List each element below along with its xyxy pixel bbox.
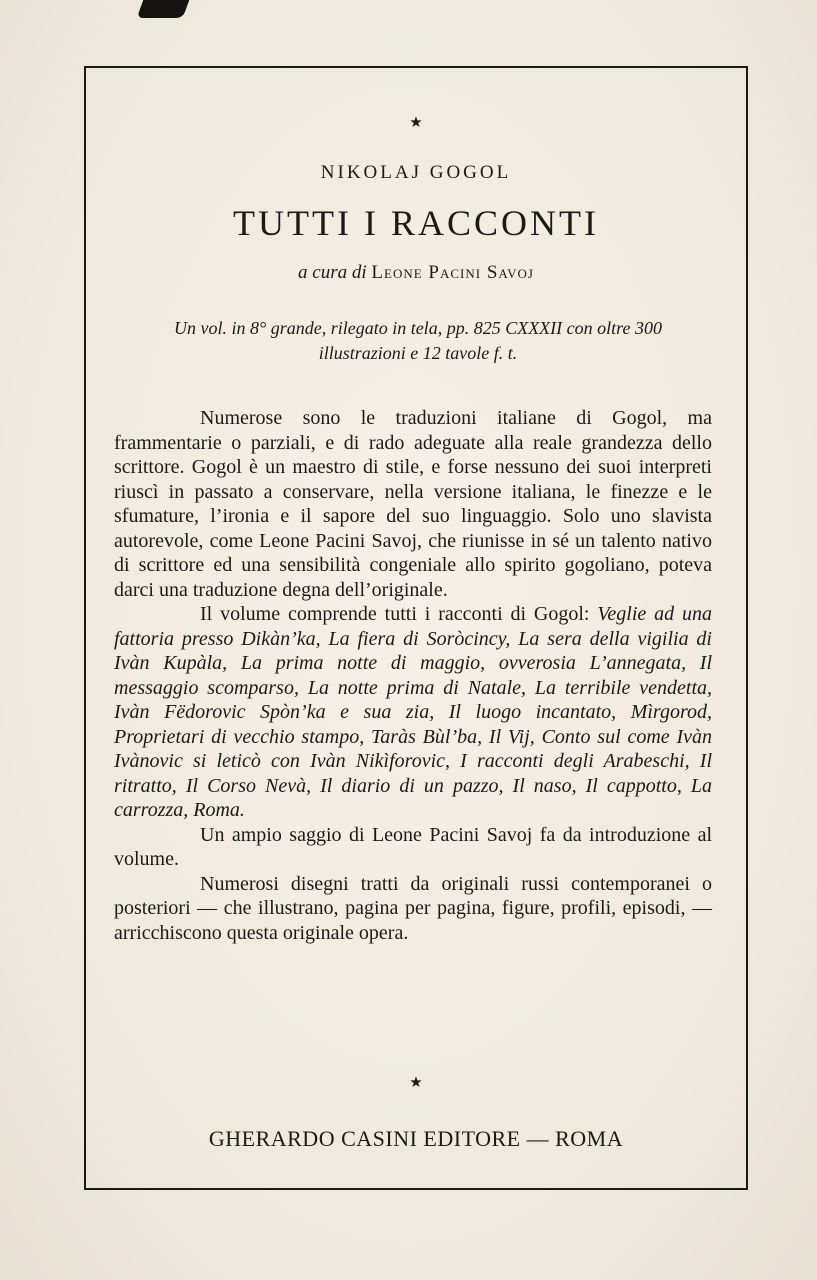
ornament-star-top: ★ xyxy=(409,115,423,131)
paragraph-essay: Un ampio saggio di Leone Pacini Savoj fa da introduzione al volume. xyxy=(114,823,712,870)
paragraph-translations: Numerose sono le traduzioni italiane di Gogol, ma frammentarie o parziali, e di rado adeguate alla reale grandezza dello scrittore. Gogol è un maestro di stile, e forse nessuno dei suoi interpreti riuscì in passato a conservare, nella versione italiana, le finezze e le sfumature, l’ironia e il sapore del suo linguaggio. Solo uno slavista autorevole, come Leone Pacini Savoj, che riunisse in sé un talento nativo di scrittore ed una sensibilità congeniale allo spirito gogoliano, poteva darci una traduzione degna dell’originale. xyxy=(114,407,712,601)
editor-prefix: a cura di xyxy=(298,262,367,283)
publisher-line: GHERARDO CASINI EDITORE — ROMA xyxy=(208,1126,624,1151)
paragraph-illustrations: Numerosi disegni tratti da originali russi contemporanei o posteriori — che illustrano, pagina per pagina, figure, profili, episodi, — arricchiscono questa originale opera. xyxy=(114,872,712,944)
edition-specs: Un vol. in 8° grande, rilegato in tela, pp. 825 CXXXII con oltre 300 illustrazioni e 12 tavole f. t. xyxy=(174,318,662,363)
description-body xyxy=(114,406,712,945)
torn-corner-mark xyxy=(137,0,190,18)
author-name: NIKOLAJ GOGOL xyxy=(320,162,512,183)
ornament-star-bottom: ★ xyxy=(409,1075,423,1091)
book-title: TUTTI I RACCONTI xyxy=(233,203,599,243)
contents-intro: Il volume comprende tutti i racconti di Gogol: xyxy=(200,603,590,625)
editor-line xyxy=(86,262,746,284)
works-list: Veglie ad una fattoria presso Dikàn’ka, La fiera di Soròcincy, La sera della vigilia di Ivàn Kupàla, La prima notte di maggio, ovverosia L’annegata, Il messaggio scomparso, La notte prima di Natale, La terribile vendetta, Ivàn Fëdorovic Spòn’ka e sua zia, Il luogo incantato, Mìrgorod, Proprietari di vecchio stampo, Taràs Bùl’ba, Il Vij, Conto sul come Ivàn Ivànovic si leticò con Ivàn Nikìforovic, I racconti degli Arabeschi, Il ritratto, Il Corso Nevà, Il diario di un pazzo, Il naso, Il cappotto, La carrozza, Roma. xyxy=(114,603,713,821)
paragraph-contents xyxy=(114,602,712,823)
text-frame xyxy=(84,66,748,1190)
editor-name: Leone Pacini Savoj xyxy=(371,262,534,283)
